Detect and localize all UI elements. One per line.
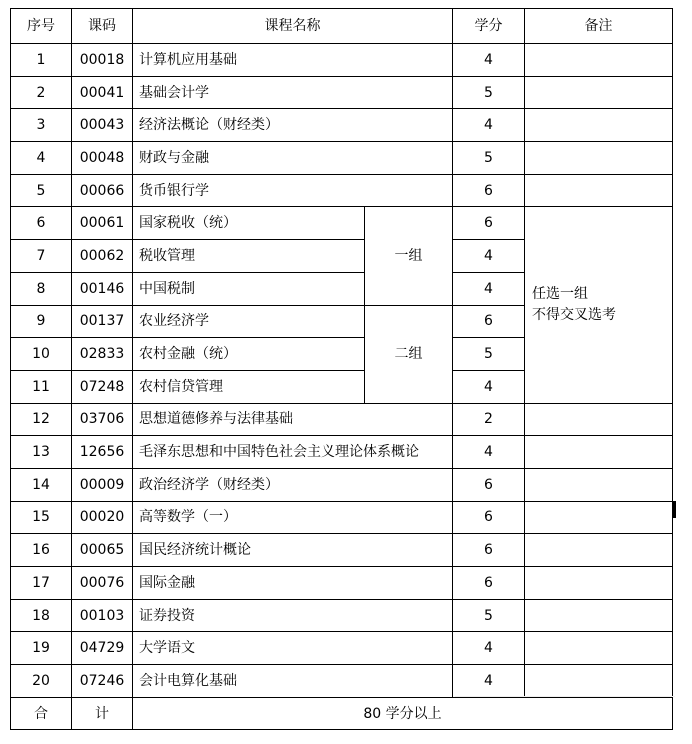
credit-cell: 4 — [453, 44, 525, 77]
course-name-cell: 政治经济学（财经类） — [133, 468, 453, 501]
remark-cell — [525, 76, 673, 109]
total-label-left: 合 — [11, 697, 72, 730]
table-row — [11, 468, 673, 501]
remark-cell — [525, 468, 673, 501]
seq-cell: 4 — [11, 142, 72, 175]
credit-cell: 4 — [453, 436, 525, 469]
remark-cell — [525, 436, 673, 469]
group-remark-cell — [525, 207, 673, 403]
seq-cell: 10 — [11, 338, 72, 371]
course-name-cell: 毛泽东思想和中国特色社会主义理论体系概论 — [133, 436, 453, 469]
course-name-cell: 思想道德修养与法律基础 — [133, 403, 453, 436]
seq-cell: 11 — [11, 370, 72, 403]
code-cell: 00009 — [72, 468, 133, 501]
code-cell: 02833 — [72, 338, 133, 371]
code-cell: 00066 — [72, 174, 133, 207]
table-row — [11, 436, 673, 469]
course-name-cell: 经济法概论（财经类） — [133, 109, 453, 142]
code-cell: 00061 — [72, 207, 133, 240]
credit-cell: 6 — [453, 174, 525, 207]
table-row — [11, 567, 673, 600]
header-seq: 序号 — [11, 9, 72, 44]
credit-cell: 4 — [453, 370, 525, 403]
code-cell: 07246 — [72, 665, 133, 698]
seq-cell: 18 — [11, 599, 72, 632]
seq-cell: 16 — [11, 534, 72, 567]
seq-cell: 5 — [11, 174, 72, 207]
table-row — [11, 174, 673, 207]
seq-cell: 6 — [11, 207, 72, 240]
code-cell: 03706 — [72, 403, 133, 436]
code-cell: 00043 — [72, 109, 133, 142]
seq-cell: 14 — [11, 468, 72, 501]
course-name-cell: 计算机应用基础 — [133, 44, 453, 77]
course-name-cell: 基础会计学 — [133, 76, 453, 109]
code-cell: 12656 — [72, 436, 133, 469]
seq-cell: 8 — [11, 272, 72, 305]
seq-cell: 3 — [11, 109, 72, 142]
table-row — [11, 44, 673, 77]
remark-cell — [525, 44, 673, 77]
remark-cell — [525, 403, 673, 436]
code-cell: 00137 — [72, 305, 133, 338]
table-row — [11, 632, 673, 665]
total-value: 80 学分以上 — [133, 697, 673, 730]
course-name-cell: 财政与金融 — [133, 142, 453, 175]
credit-cell: 6 — [453, 567, 525, 600]
course-name-cell: 货币银行学 — [133, 174, 453, 207]
group-two-label: 二组 — [365, 305, 453, 403]
course-name-cell: 国家税收（统） — [133, 207, 365, 240]
remark-cell — [525, 142, 673, 175]
seq-cell: 2 — [11, 76, 72, 109]
table-row — [11, 207, 673, 240]
header-remark: 备注 — [525, 9, 673, 44]
seq-cell: 13 — [11, 436, 72, 469]
remark-cell — [525, 501, 673, 534]
credit-cell: 2 — [453, 403, 525, 436]
credit-cell: 4 — [453, 240, 525, 273]
code-cell: 00062 — [72, 240, 133, 273]
total-label-right: 计 — [72, 697, 133, 730]
seq-cell: 1 — [11, 44, 72, 77]
code-cell: 04729 — [72, 632, 133, 665]
code-cell: 00076 — [72, 567, 133, 600]
seq-cell: 12 — [11, 403, 72, 436]
course-name-cell: 高等数学（一） — [133, 501, 453, 534]
code-cell: 00065 — [72, 534, 133, 567]
table-row — [11, 109, 673, 142]
credit-cell: 4 — [453, 632, 525, 665]
table-row — [11, 501, 673, 534]
credit-cell: 6 — [453, 207, 525, 240]
header-name: 课程名称 — [133, 9, 453, 44]
table-row — [11, 76, 673, 109]
credit-cell: 6 — [453, 534, 525, 567]
table-row — [11, 599, 673, 632]
credit-cell: 4 — [453, 109, 525, 142]
header-code: 课码 — [72, 9, 133, 44]
total-row — [11, 697, 673, 730]
faint-divider — [455, 696, 675, 697]
course-name-cell: 国际金融 — [133, 567, 453, 600]
code-cell: 00048 — [72, 142, 133, 175]
remark-cell — [525, 599, 673, 632]
course-name-cell: 证券投资 — [133, 599, 453, 632]
table-row — [11, 665, 673, 698]
edge-mark — [673, 501, 676, 518]
course-name-cell: 农村信贷管理 — [133, 370, 365, 403]
seq-cell: 7 — [11, 240, 72, 273]
credit-cell: 5 — [453, 142, 525, 175]
group-one-label: 一组 — [365, 207, 453, 305]
course-name-cell: 会计电算化基础 — [133, 665, 453, 698]
credit-cell: 4 — [453, 272, 525, 305]
remark-line-1: 任选一组 — [532, 286, 588, 302]
remark-cell — [525, 109, 673, 142]
table-row — [11, 142, 673, 175]
remark-cell — [525, 174, 673, 207]
credit-cell: 5 — [453, 338, 525, 371]
course-name-cell: 税收管理 — [133, 240, 365, 273]
seq-cell: 19 — [11, 632, 72, 665]
code-cell: 00041 — [72, 76, 133, 109]
code-cell: 00103 — [72, 599, 133, 632]
credit-cell: 5 — [453, 599, 525, 632]
code-cell: 00020 — [72, 501, 133, 534]
course-name-cell: 大学语文 — [133, 632, 453, 665]
credit-cell: 4 — [453, 665, 525, 698]
table-row — [11, 534, 673, 567]
header-credit: 学分 — [453, 9, 525, 44]
remark-line-2: 不得交叉选考 — [532, 307, 616, 323]
course-name-cell: 中国税制 — [133, 272, 365, 305]
code-cell: 00018 — [72, 44, 133, 77]
credit-cell: 6 — [453, 305, 525, 338]
seq-cell: 15 — [11, 501, 72, 534]
code-cell: 00146 — [72, 272, 133, 305]
credit-cell: 5 — [453, 76, 525, 109]
seq-cell: 17 — [11, 567, 72, 600]
course-name-cell: 农村金融（统） — [133, 338, 365, 371]
remark-cell — [525, 665, 673, 698]
remark-cell — [525, 632, 673, 665]
course-name-cell: 国民经济统计概论 — [133, 534, 453, 567]
remark-cell — [525, 534, 673, 567]
course-table — [10, 8, 673, 730]
credit-cell: 6 — [453, 468, 525, 501]
credit-cell: 6 — [453, 501, 525, 534]
code-cell: 07248 — [72, 370, 133, 403]
seq-cell: 20 — [11, 665, 72, 698]
remark-cell — [525, 567, 673, 600]
table-row — [11, 403, 673, 436]
seq-cell: 9 — [11, 305, 72, 338]
course-name-cell: 农业经济学 — [133, 305, 365, 338]
header-row — [11, 9, 673, 44]
